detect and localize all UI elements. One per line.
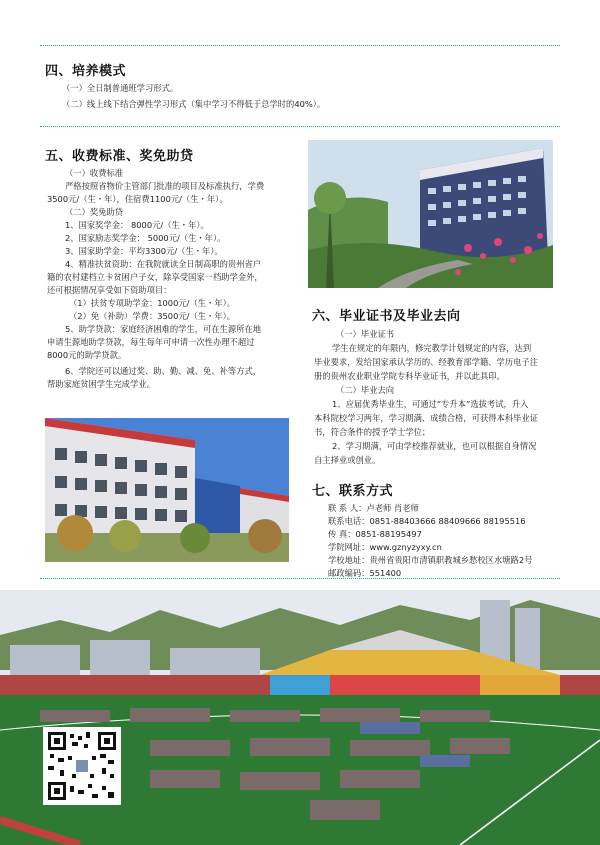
section6-line: 自主择业或创业。 [314, 455, 381, 465]
section5-line: （二）奖免助贷 [65, 207, 124, 217]
section6-line: 1、应届优秀毕业生，可通过“专升本”选拔考试，升入 [332, 399, 529, 409]
section6-line: 本科院校学习两年，学习期满、成绩合格，可获得本科毕业证 [314, 413, 539, 423]
campus-sports-field-photo [0, 590, 600, 845]
contact-postcode: 邮政编码：551400 [328, 568, 402, 578]
section6-line: 册的贵州农业职业学院专科毕业证书，并以此具印。 [314, 371, 505, 381]
section4-title: 四、培养模式 [45, 64, 127, 79]
section5-line: （一）收费标准 [65, 168, 124, 178]
section5-line: （1）扶贫专项助学金：1000元/（生・年）。 [69, 298, 236, 308]
section5-line: 4、精准扶贫资助：在我院就读全日制高职的贵州省户 [65, 259, 262, 269]
section5-title: 五、收费标准、奖免助贷 [45, 149, 194, 164]
section6-line: 毕业要求，发给国家承认学历的、经教育部学籍、学历电子注 [314, 357, 539, 367]
section5-line: 1、国家奖学金： 8000元/（生・年）。 [65, 220, 209, 230]
top-divider [40, 45, 560, 46]
contact-phone: 联系电话：0851-88403666 88409666 88195516 [328, 516, 526, 526]
section5-line: 籍的农村建档立卡贫困户子女，除享受国家一档助学金外， [47, 272, 263, 282]
section7-title: 七、联系方式 [312, 484, 394, 499]
qr-code[interactable] [43, 727, 121, 805]
contact-fax: 传 真：0851-88195497 [328, 529, 422, 539]
section5-line: 3500元/（生・年），住宿费1100元/（生・年）。 [47, 194, 228, 204]
section5-line: 5、助学贷款：家庭经济困难的学生，可在生源所在地 [65, 324, 262, 334]
section5-line: 帮助家庭贫困学生完成学业。 [47, 379, 155, 389]
contact-person: 联 系 人：卢老师 肖老师 [328, 503, 419, 513]
campus-building-photo [308, 140, 553, 288]
section7-divider [40, 578, 560, 579]
section4-divider [40, 126, 560, 127]
section6-line: 书，符合条件的授予学士学位； [314, 427, 431, 437]
contact-address: 学校地址：贵州省贵阳市清镇职教城乡愁校区水塘路2号 [328, 555, 533, 565]
section5-line: （2）免（补助）学费：3500元/（生・年）。 [69, 311, 236, 321]
section5-line: 申请生源地助学贷款，每生每年可申请一次性办理不超过 [47, 337, 255, 347]
section6-line: 学生在规定的年限内，修完教学计划规定的内容，达到 [332, 343, 532, 353]
section5-line: 2、国家励志奖学金： 5000元/（生・年）。 [65, 233, 226, 243]
section5-line: 还可根据情况享受如下资助项目： [47, 285, 172, 295]
section5-line: 8000元的助学贷款。 [47, 350, 127, 360]
section5-line: 6、学院还可以通过奖、助、勤、减、免、补等方式， [65, 366, 262, 376]
section6-title: 六、毕业证书及毕业去向 [312, 309, 461, 324]
section4-item-2: （二）线上线下结合弹性学习形式（集中学习不得低于总学时的40%）。 [62, 99, 326, 109]
section6-line: （二）毕业去向 [336, 385, 395, 395]
section4-item-1: （一）全日制普通班学习形式。 [62, 83, 179, 93]
section5-line: 3、国家助学金：平均3300元/（生・年）。 [65, 246, 223, 256]
section6-line: 2、学习期满，可由学校推荐就业，也可以根据自身情况 [332, 441, 537, 451]
office-building-photo [45, 418, 289, 562]
contact-website[interactable]: 学院网址：www.gznyzyxy.cn [328, 542, 442, 552]
section6-line: （一）毕业证书 [336, 329, 395, 339]
section5-line: 严格按照省物价主管部门批准的项目及标准执行，学费 [65, 181, 265, 191]
